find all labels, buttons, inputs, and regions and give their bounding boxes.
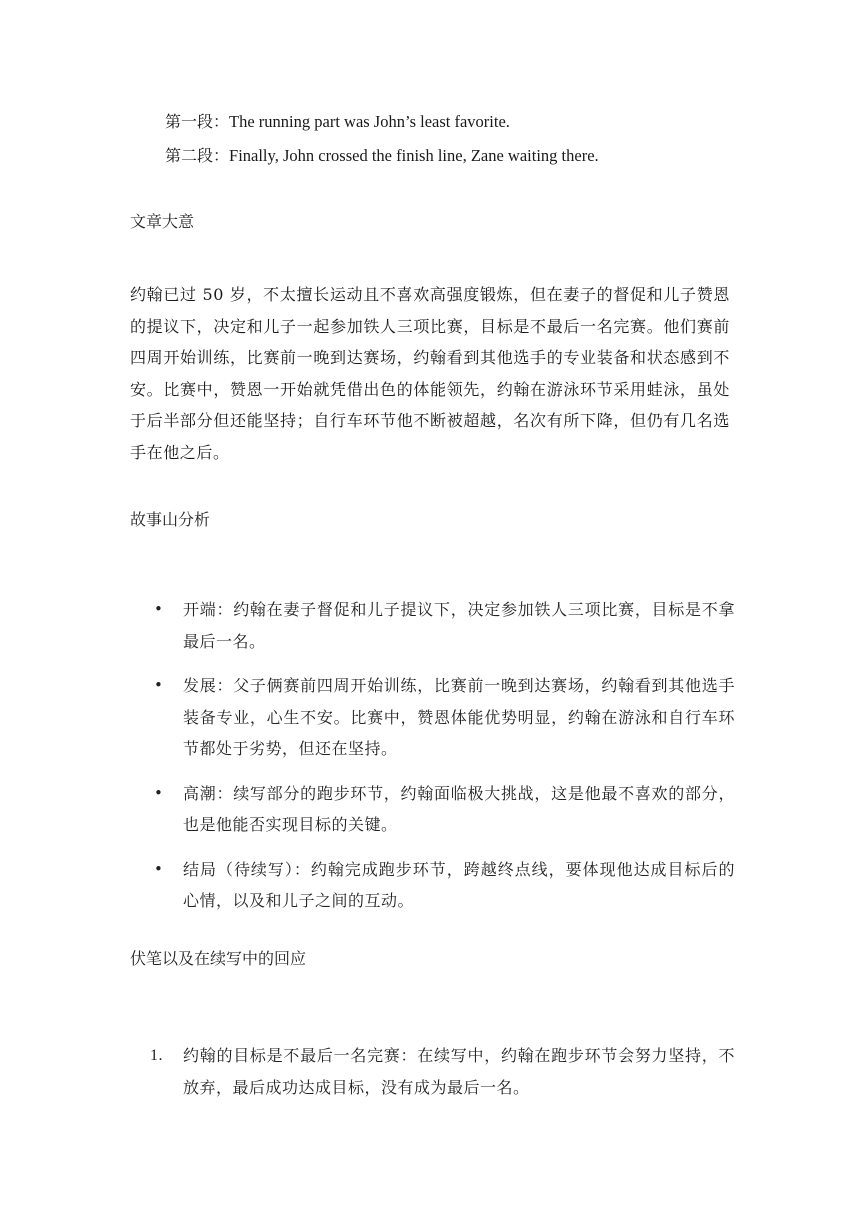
- intro-text-1: The running part was John’s least favorite.: [229, 112, 510, 131]
- intro-line-2: [165, 146, 599, 166]
- summary-paragraph: 约翰已过 50 岁，不太擅长运动且不喜欢高强度锻炼，但在妻子的督促和儿子赞恩的提议下，决定和儿子一起参加铁人三项比赛，目标是不最后一名完赛。他们赛前四周开始训练，比赛前一晚到达赛场，约翰看到其他选手的专业装备和状态感到不安。比赛中，赞恩一开始就凭借出色的体能领先，约翰在游泳环节采用蛙泳，虽处于后半部分但还能坚持；自行车环节他不断被超越，名次有所下降，但仍有几名选手在他之后。: [130, 285, 730, 462]
- intro-label-1: 第一段：: [165, 112, 230, 131]
- list-item-text: 约翰的目标是不最后一名完赛：在续写中，约翰在跑步环节会努力坚持，不放弃，最后成功达成目标，没有成为最后一名。: [183, 1046, 735, 1097]
- story-mountain-heading: 故事山分析: [130, 510, 211, 529]
- list-item: • 高潮：续写部分的跑步环节，约翰面临极大挑战，这是他最不喜欢的部分，也是他能否实现目标的关键。: [130, 778, 735, 841]
- list-item: • 发展：父子俩赛前四周开始训练，比赛前一晚到达赛场，约翰看到其他选手装备专业，心生不安。比赛中，赞恩体能优势明显，约翰在游泳和自行车环节都处于劣势，但还在坚持。: [130, 670, 735, 765]
- foreshadowing-list: [130, 1040, 735, 1116]
- intro-text-2: Finally, John crossed the finish line, Zane waiting there.: [229, 146, 599, 165]
- list-item-number: 1.: [150, 1047, 163, 1064]
- list-item: [130, 1040, 735, 1103]
- list-item: • 开端：约翰在妻子督促和儿子提议下，决定参加铁人三项比赛，目标是不拿最后一名。: [130, 594, 735, 657]
- intro-line-1: [165, 112, 510, 132]
- summary-heading: 文章大意: [130, 212, 195, 231]
- list-item: • 结局（待续写）：约翰完成跑步环节，跨越终点线，要体现他达成目标后的心情，以及和儿子之间的互动。: [130, 854, 735, 917]
- intro-label-2: 第二段：: [165, 146, 230, 165]
- foreshadowing-heading: 伏笔以及在续写中的回应: [130, 949, 307, 968]
- story-mountain-list: [130, 594, 735, 930]
